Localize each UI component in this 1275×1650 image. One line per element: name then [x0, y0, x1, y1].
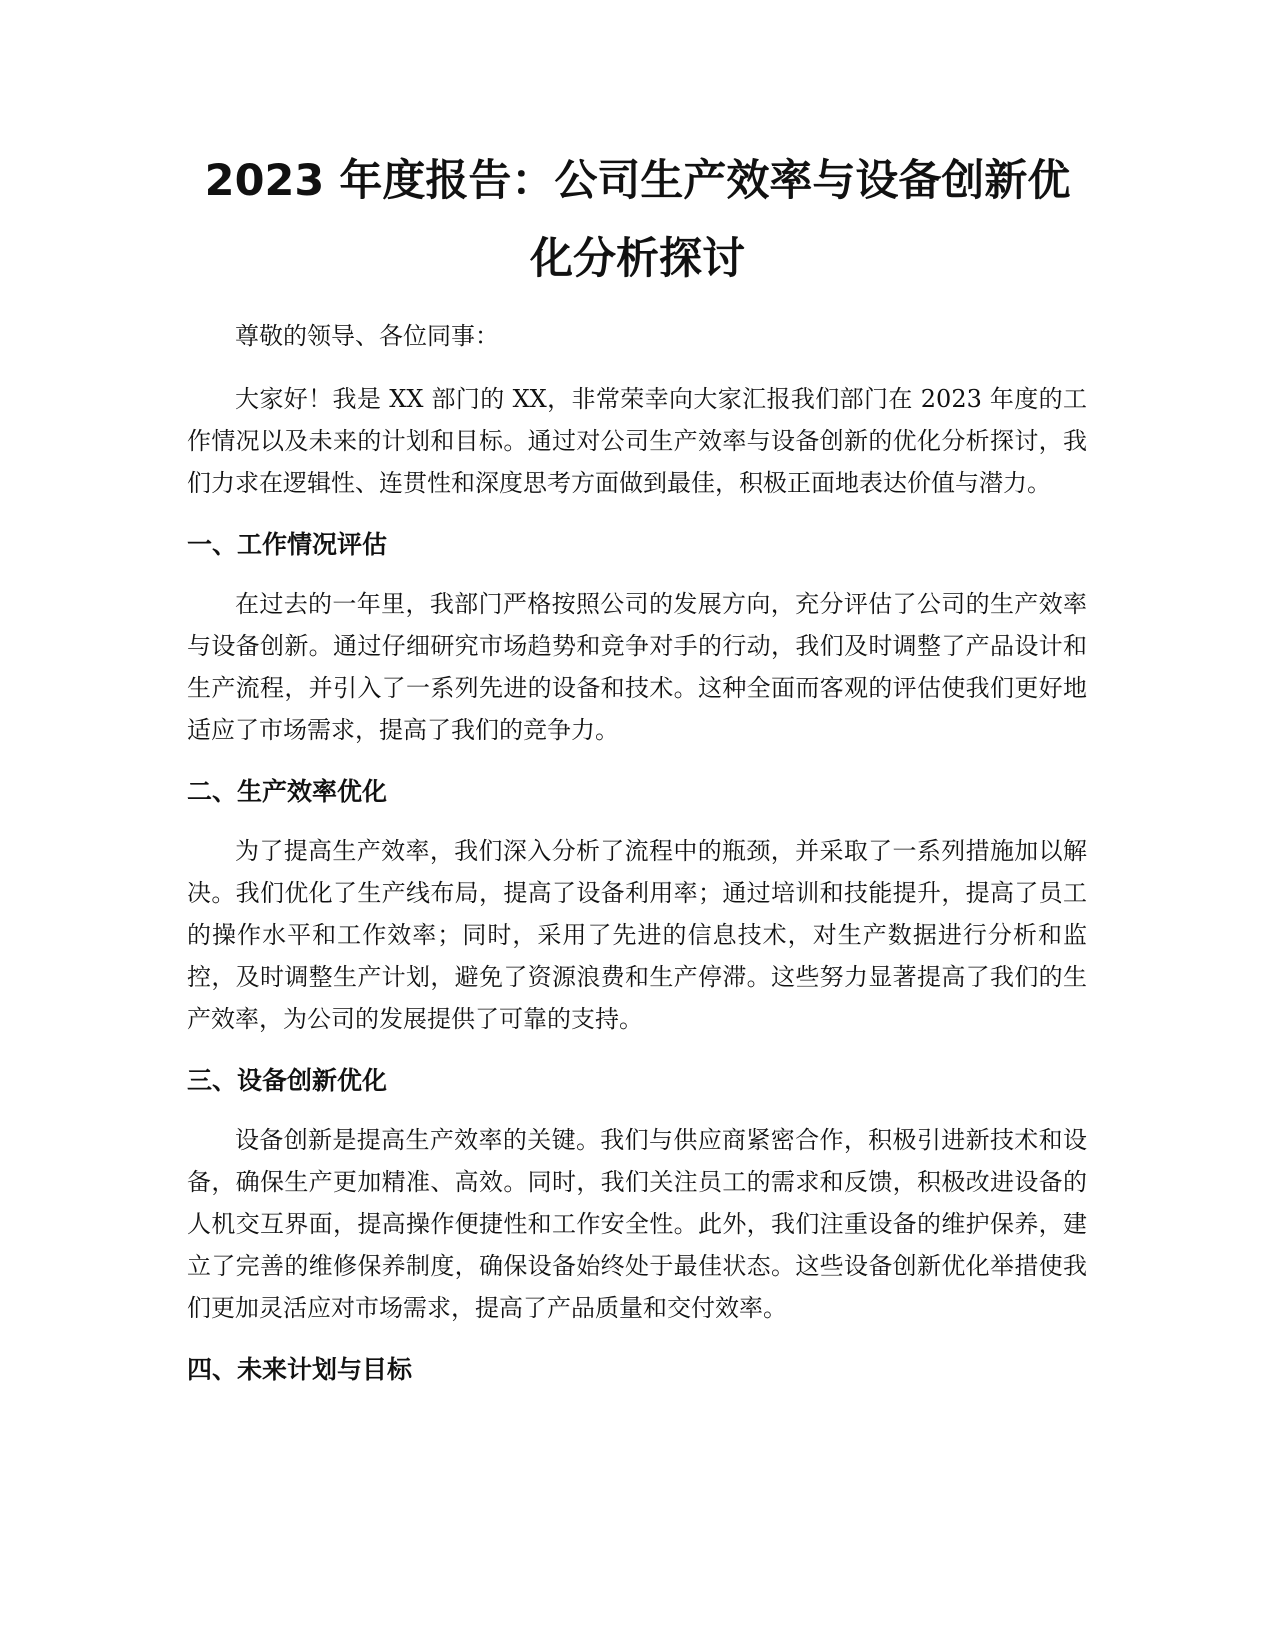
intro-paragraph: 大家好！我是 XX 部门的 XX，非常荣幸向大家汇报我们部门在 2023 年度的工作情况以及未来的计划和目标。通过对公司生产效率与设备创新的优化分析探讨，我们力求在逻辑性、连贯性和深度思考方面做到最佳，积极正面地表达价值与潜力。: [187, 385, 1087, 497]
document-title-line-2: 化分析探讨: [530, 234, 745, 284]
section-heading-efficiency: 二、生产效率优化: [187, 777, 388, 806]
document-title: [150, 142, 1125, 298]
section-heading-future-plan: 四、未来计划与目标: [187, 1355, 413, 1384]
section-body-work-assessment: 在过去的一年里，我部门严格按照公司的发展方向，充分评估了公司的生产效率与设备创新。通过仔细研究市场趋势和竞争对手的行动，我们及时调整了产品设计和生产流程，并引入了一系列先进的设备和技术。这种全面而客观的评估使我们更好地适应了市场需求，提高了我们的竞争力。: [187, 590, 1087, 744]
salutation: 尊敬的领导、各位同事：: [235, 322, 499, 350]
section-heading-equipment: 三、设备创新优化: [187, 1066, 388, 1095]
section-body-equipment: 设备创新是提高生产效率的关键。我们与供应商紧密合作，积极引进新技术和设备，确保生产更加精准、高效。同时，我们关注员工的需求和反馈，积极改进设备的人机交互界面，提高操作便捷性和工作安全性。此外，我们注重设备的维护保养，建立了完善的维修保养制度，确保设备始终处于最佳状态。这些设备创新优化举措使我们更加灵活应对市场需求，提高了产品质量和交付效率。: [187, 1126, 1087, 1322]
document-body: [187, 315, 1087, 1408]
section-body-efficiency: 为了提高生产效率，我们深入分析了流程中的瓶颈，并采取了一系列措施加以解决。我们优化了生产线布局，提高了设备利用率；通过培训和技能提升，提高了员工的操作水平和工作效率；同时，采用了先进的信息技术，对生产数据进行分析和监控，及时调整生产计划，避免了资源浪费和生产停滞。这些努力显著提高了我们的生产效率，为公司的发展提供了可靠的支持。: [187, 837, 1087, 1033]
section-heading-work-assessment: 一、工作情况评估: [187, 530, 388, 559]
document-title-line-1: 2023 年度报告：公司生产效率与设备创新优: [204, 156, 1071, 206]
